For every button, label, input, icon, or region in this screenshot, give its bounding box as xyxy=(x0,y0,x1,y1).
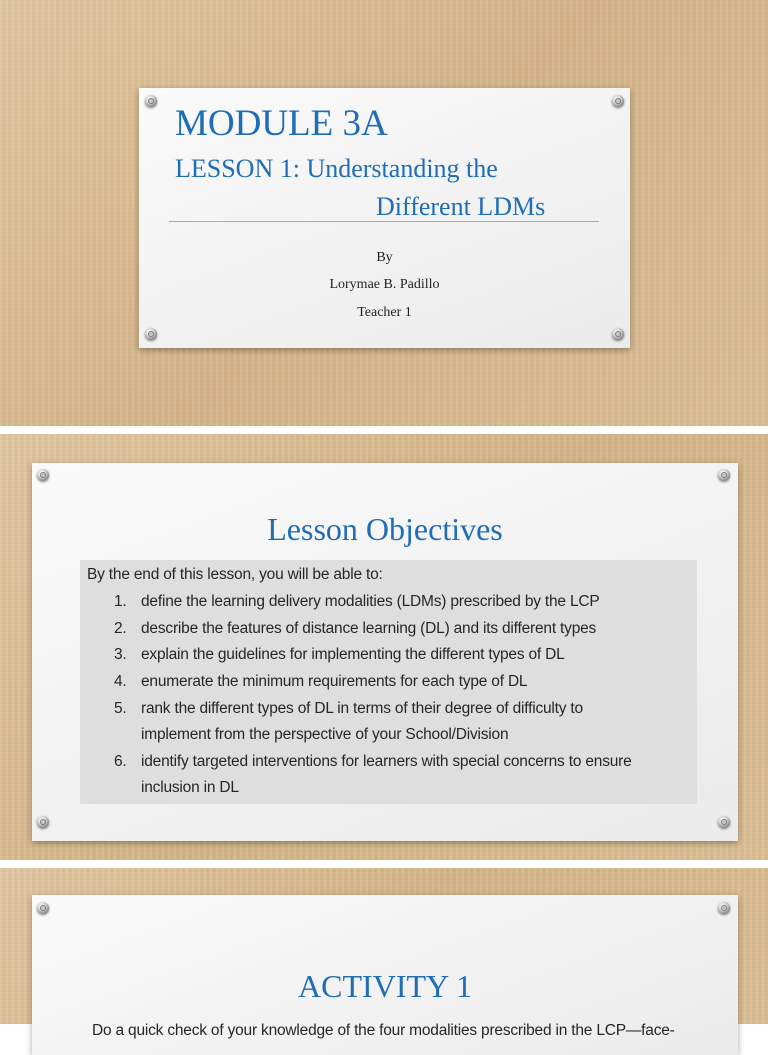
activity-card xyxy=(32,895,738,1055)
title-divider xyxy=(169,221,599,222)
pushpin-icon xyxy=(37,469,49,481)
activity-heading: ACTIVITY 1 xyxy=(298,968,472,1004)
pushpin-icon xyxy=(37,902,49,914)
list-item-text: implement from the perspective of your School/Division xyxy=(141,726,509,743)
list-item-text: explain the guidelines for implementing the different types of DL xyxy=(141,646,565,663)
list-item-text: define the learning delivery modalities (LDMs) prescribed by the LCP xyxy=(141,593,600,610)
list-item-text: inclusion in DL xyxy=(141,779,239,796)
list-item-number: 2. xyxy=(114,620,127,637)
objectives-box xyxy=(80,560,697,804)
slide-2 xyxy=(0,434,768,860)
pushpin-icon xyxy=(718,816,730,828)
pushpin-icon xyxy=(612,95,624,107)
pushpin-icon xyxy=(718,902,730,914)
author-role: Teacher 1 xyxy=(357,305,412,320)
list-item-number: 5. xyxy=(114,700,127,717)
slide-3 xyxy=(0,868,768,1039)
pushpin-icon xyxy=(145,328,157,340)
list-item-number: 4. xyxy=(114,673,127,690)
pushpin-icon xyxy=(145,95,157,107)
title-card xyxy=(139,88,630,348)
objectives-card xyxy=(32,463,738,841)
module-title: MODULE 3A xyxy=(175,103,388,144)
list-item-number: 1. xyxy=(114,593,127,610)
objectives-intro: By the end of this lesson, you will be able to: xyxy=(87,566,383,583)
slide-1 xyxy=(0,0,768,426)
activity-instructions: Do a quick check of your knowledge of the four modalities prescribed in the LCP—face- xyxy=(92,1022,675,1039)
lesson-title-line-1: LESSON 1: Understanding the xyxy=(175,154,498,183)
list-item-text: identify targeted interventions for learners with special concerns to ensure xyxy=(141,753,632,770)
list-item-number: 6. xyxy=(114,753,127,770)
list-item-text: enumerate the minimum requirements for each type of DL xyxy=(141,673,528,690)
list-item-text: describe the features of distance learning (DL) and its different types xyxy=(141,620,597,637)
objectives-heading: Lesson Objectives xyxy=(267,511,503,547)
list-item-text: rank the different types of DL in terms of their degree of difficulty to xyxy=(141,700,583,717)
by-label: By xyxy=(376,250,393,265)
list-item-number: 3. xyxy=(114,646,127,663)
pushpin-icon xyxy=(37,816,49,828)
author-name: Lorymae B. Padillo xyxy=(329,277,440,292)
lesson-title-line-2: Different LDMs xyxy=(376,192,546,221)
pushpin-icon xyxy=(718,469,730,481)
pushpin-icon xyxy=(612,328,624,340)
